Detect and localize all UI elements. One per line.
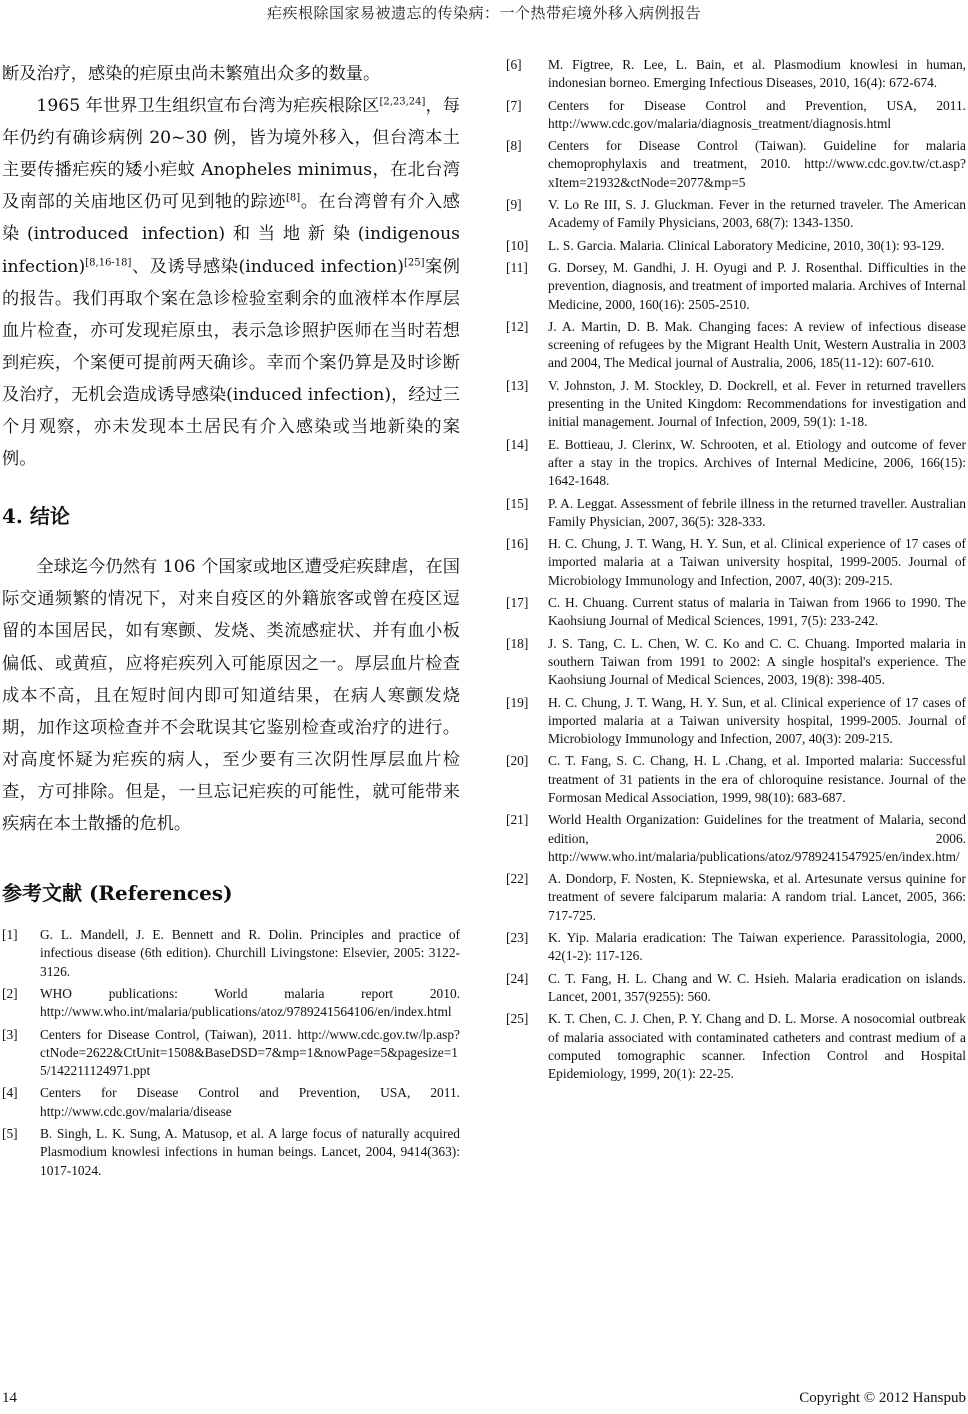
reference-number: [18] (506, 635, 529, 651)
reference-item (506, 535, 966, 590)
reference-text: K. Yip. Malaria eradication: The Taiwan experience. Parassitologia, 2000, 42(1-2): 117-126. (548, 930, 966, 964)
reference-number: [23] (506, 930, 529, 946)
reference-item (506, 377, 966, 432)
paragraph-text: 案例的报告。我们再取个案在急诊检验室剩余的血液样本作厚层血片检查，亦可发现疟原虫，表示急诊照护医师在当时若想到疟疾，个案便可提前两天确诊。幸而个案仍算是及时诊断及治疗，无机会造成诱导感染(induced infection)，经过三个月观察，亦未发现本土居民有介入感染或当地新染的案例。 (2, 256, 460, 470)
references-list-right (506, 56, 966, 1083)
reference-text: Centers for Disease Control, (Taiwan), 2011. http://www.cdc.gov.tw/lp.asp?ctNode=2622&CtUnit=1508&BaseDSD=7&mp=1&nowPage=5&pagesize=15/142211124971.ppt (40, 1026, 460, 1079)
reference-item (2, 1084, 460, 1121)
reference-number: [3] (2, 1026, 18, 1042)
reference-text: WHO publications: World malaria report 2010. http://www.who.int/malaria/publications/atoz/9789241564106/en/index.html (40, 985, 460, 1020)
reference-item (506, 56, 966, 93)
reference-item (2, 985, 460, 1022)
reference-number: [21] (506, 812, 529, 828)
reference-number: [17] (506, 595, 529, 611)
reference-number: [14] (506, 436, 529, 452)
reference-item (506, 259, 966, 314)
paragraph-text: 全球迄今仍然有 106 个国家或地区遭受疟疾肆虐，在国际交通频繁的情况下，对来自疫区的外籍旅客或曾在疫区逗留的本国居民，如有寒颤、发烧、类流感症状、并有血小板偏低、或黄疸，应将疟疾列入可能原因之一。厚层血片检查成本不高，且在短时间内即可知道结果，在病人寒颤发烧期，加作这项检查并不会耽误其它鉴别检查或治疗的进行。对高度怀疑为疟疾的病人，至少要有三次阴性厚层血片检查，方可排除。但是，一旦忘记疟疾的可能性，就可能带来疾病在本土散播的危机。 (2, 557, 460, 834)
reference-item (506, 752, 966, 807)
reference-number: [19] (506, 694, 529, 710)
paragraph-text: 断及治疗，感染的疟原虫尚未繁殖出众多的数量。 (2, 64, 381, 84)
reference-item (506, 811, 966, 866)
reference-text: C. H. Chuang. Current status of malaria in Taiwan from 1966 to 1990. The Kaohsiung Journal of Medical Sciences, 1991, 7(5): 233-242. (548, 595, 966, 629)
reference-text: Centers for Disease Control (Taiwan). Guideline for malaria chemoprophylaxis and treatment, 2010. http://www.cdc.gov.tw/ct.asp?xItem=21932&ctNode=2077&mp=5 (548, 138, 966, 190)
page-number: 14 (2, 1390, 17, 1406)
reference-number: [7] (506, 97, 522, 113)
reference-number: [9] (506, 197, 522, 213)
reference-text: H. C. Chung, J. T. Wang, H. Y. Sun, et al. Clinical experience of 17 cases of imported malaria at a Taiwan university hospital, 1999-2005. Journal of Microbiology Immunology and Infection, 2007, 40(3): 209-215. (548, 694, 966, 747)
reference-number: [10] (506, 237, 529, 253)
reference-text: H. C. Chung, J. T. Wang, H. Y. Sun, et al. Clinical experience of 17 cases of imported malaria at a Taiwan university hospital, 1999-2005. Journal of Microbiology Immunology and Infection, 2007, 40(3): 209-215. (548, 536, 966, 588)
reference-number: [24] (506, 970, 529, 986)
references-heading: 参考文献 (References) (2, 881, 233, 906)
section-heading: 4. 结论 (2, 504, 70, 529)
paragraph-continued (2, 58, 460, 90)
reference-item (2, 926, 460, 981)
paragraph-background (2, 90, 460, 475)
citation: [8] (286, 192, 301, 204)
reference-text: V. Lo Re III, S. J. Gluckman. Fever in the returned traveler. The American Academy of Family Physicians, 2003, 68(7): 1343-1350. (548, 197, 966, 231)
reference-item (506, 970, 966, 1007)
reference-item (506, 237, 966, 255)
reference-number: [15] (506, 495, 529, 511)
running-header: 疟疾根除国家易被遗忘的传染病：一个热带疟境外移入病例报告 (266, 4, 701, 22)
reference-text: A. Dondorp, F. Nosten, K. Stepniewska, et al. Artesunate versus quinine for treatment of severe falciparum malaria: A random trial. Lancet, 2005, 366: 717-725. (548, 871, 966, 923)
references-list-left (2, 926, 460, 1180)
reference-number: [13] (506, 377, 529, 393)
reference-item (506, 97, 966, 134)
reference-item (506, 495, 966, 532)
paragraph-text: ，每年仍约有确诊病例 20~30 例，皆为境外移入，但台湾本土主要传播疟疾的矮小疟蚊 Anopheles minimus，在北台湾及南部的关庙地区仍可见到牠的踪迹 (2, 96, 460, 213)
reference-item (506, 635, 966, 690)
reference-number: [8] (506, 138, 522, 154)
copyright: Copyright © 2012 Hanspub (799, 1390, 966, 1406)
reference-text: E. Bottieau, J. Clerinx, W. Schrooten, et al. Etiology and outcome of fever after a stay in the tropics. Archives of Internal Medicine, 2006, 166(15): 1642-1648. (548, 436, 966, 489)
reference-number: [4] (2, 1085, 18, 1101)
reference-number: [25] (506, 1011, 529, 1027)
paragraph-conclusion (2, 551, 460, 840)
citation: [25] (403, 256, 425, 268)
paragraph-text: 、及诱导感染(induced infection) (131, 256, 404, 277)
right-column (506, 56, 966, 1087)
reference-number: [22] (506, 871, 529, 887)
reference-item (506, 694, 966, 749)
reference-text: World Health Organization: Guidelines for the treatment of Malaria, second edition, 2006. http://www.who.int/malaria/publications/atoz/9789241547925/en/index.htm/ (548, 812, 966, 864)
reference-number: [11] (506, 259, 528, 275)
reference-item (506, 870, 966, 925)
reference-number: [6] (506, 57, 522, 72)
reference-text: K. T. Chen, C. J. Chen, P. Y. Chang and D. L. Morse. A nosocomial outbreak of malaria associated with contaminated catheters and contrast medium of a computed tomographic scanner. Infection Control and Hospital Epidemiology, 1999, 20(1): 22-25. (548, 1011, 966, 1082)
citation: [8,16-18] (85, 256, 132, 268)
reference-item (506, 318, 966, 373)
reference-text: V. Johnston, J. M. Stockley, D. Dockrell, et al. Fever in returned travellers presenting in the United Kingdom: Recommendations for investigation and initial management. Journal of Infection, 2009, 59(1): 1-18. (548, 377, 966, 430)
reference-item (506, 196, 966, 233)
reference-text: G. Dorsey, M. Gandhi, J. H. Oyugi and P. J. Rosenthal. Difficulties in the prevention, diagnosis, and treatment of imported malaria. Archives of Internal Medicine, 2000, 160(16): 2505-2510. (548, 259, 966, 312)
reference-text: Centers for Disease Control and Prevention, USA, 2011. http://www.cdc.gov/malaria/disease (40, 1085, 460, 1119)
paragraph-text: 。在台湾曾有介入感染(introduced infection)和当地新染(indigenous infection) (2, 192, 460, 277)
reference-item (2, 1125, 460, 1180)
reference-text: C. T. Fang, S. C. Chang, H. L .Chang, et al. Imported malaria: Successful treatment of 31 patients in the era of chloroquine resistance. Journal of the Formosan Medical Association, 1999, 98(10): 683-687. (548, 753, 966, 805)
reference-item (506, 1010, 966, 1083)
reference-number: [12] (506, 318, 529, 334)
reference-item (506, 436, 966, 491)
reference-number: [2] (2, 985, 18, 1001)
reference-number: [20] (506, 753, 529, 769)
reference-text: M. Figtree, R. Lee, L. Bain, et al. Plasmodium knowlesi in human, indonesian borneo. Emerging Infectious Diseases, 2010, 16(4): 672-674. (548, 57, 966, 91)
reference-number: [1] (2, 927, 18, 943)
paragraph-text: 1965 年世界卫生组织宣布台湾为疟疾根除区 (36, 96, 380, 117)
reference-item (2, 1026, 460, 1081)
reference-text: P. A. Leggat. Assessment of febrile illness in the returned traveller. Australian Family Physician, 2007, 36(5): 328-333. (548, 495, 966, 529)
reference-item (506, 137, 966, 192)
reference-text: L. S. Garcia. Malaria. Clinical Laboratory Medicine, 2010, 30(1): 93-129. (548, 237, 945, 253)
reference-number: [5] (2, 1126, 18, 1142)
reference-number: [16] (506, 536, 529, 552)
reference-item (506, 594, 966, 631)
citation: [2,23,24] (379, 96, 426, 108)
reference-text: J. S. Tang, C. L. Chen, W. C. Ko and C. C. Chuang. Imported malaria in southern Taiwan from 1991 to 2002: A single hospital's experience. The Kaohsiung Journal of Medical Sciences, 2003, 19(8): 398-405. (548, 635, 966, 688)
reference-text: B. Singh, L. K. Sung, A. Matusop, et al. A large focus of naturally acquired Plasmodium knowlesi infections in human beings. Lancet, 2004, 9414(363): 1017-1024. (40, 1126, 460, 1178)
left-column (2, 58, 460, 1184)
reference-text: G. L. Mandell, J. E. Bennett and R. Dolin. Principles and practice of infectious disease (6th edition). Churchill Livingstone: Elsevier, 2005: 3122-3126. (40, 927, 460, 979)
reference-item (506, 929, 966, 966)
reference-text: J. A. Martin, D. B. Mak. Changing faces: A review of infectious disease screening of refugees by the Migrant Health Unit, Western Australia in 2003 and 2004, The Medical journal of Australia, 2006, 185(11-12): 607-610. (548, 318, 966, 371)
reference-text: Centers for Disease Control and Prevention, USA, 2011. http://www.cdc.gov/malaria/diagnosis_treatment/diagnosis.html (548, 97, 966, 131)
reference-text: C. T. Fang, H. L. Chang and W. C. Hsieh. Malaria eradication on islands. Lancet, 2001, 357(9255): 560. (548, 970, 966, 1004)
